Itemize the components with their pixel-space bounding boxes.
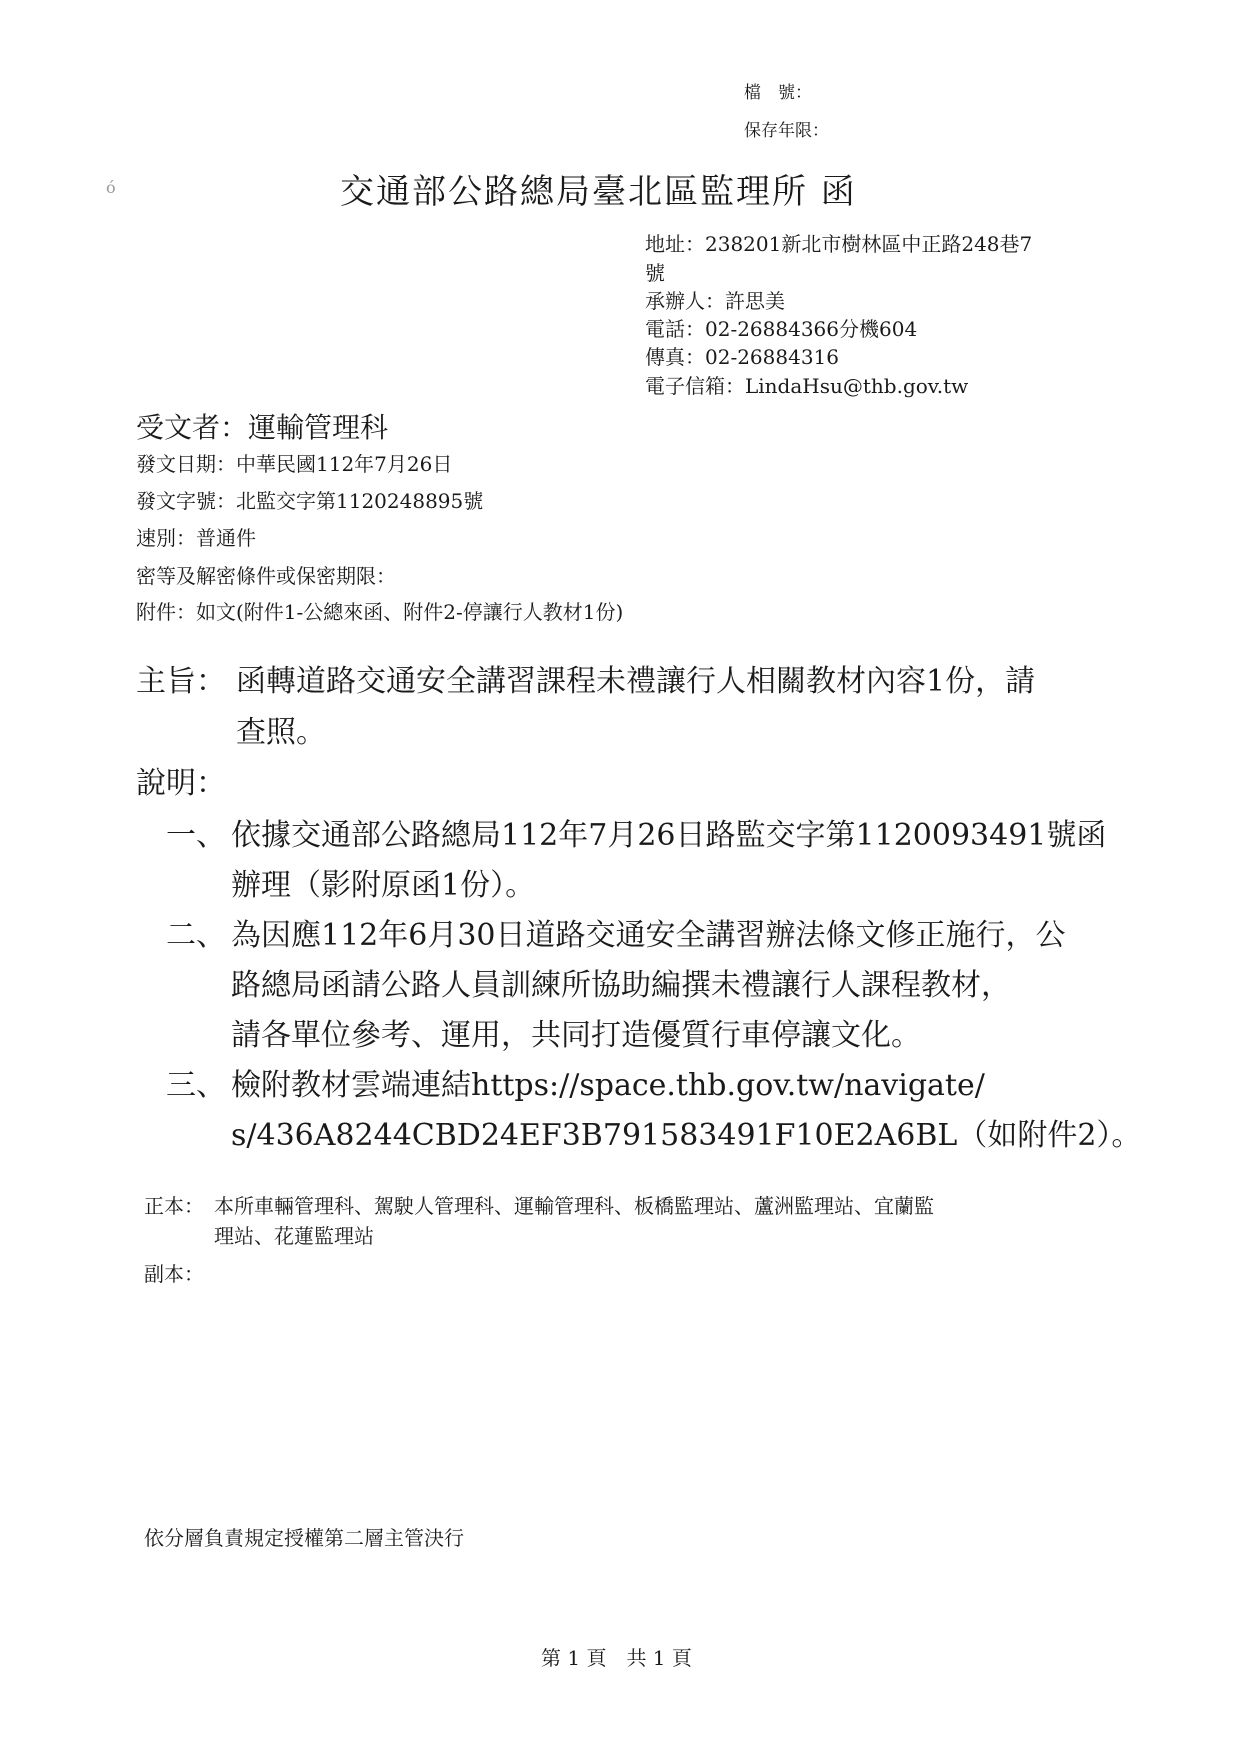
- original-recipients-line-2: 理站、花蓮監理站: [214, 1224, 374, 1248]
- secrecy-level: 密等及解密條件或保密期限：: [136, 564, 396, 588]
- explanation-item-2-line-2: 路總局函請公路人員訓練所協助編撰未禮讓行人課程教材，: [231, 968, 1011, 1003]
- retention-period-label: 保存年限：: [744, 121, 829, 141]
- recipient: 受文者：運輸管理科: [136, 411, 389, 444]
- page-number: 第 1 頁 共 1 頁: [541, 1646, 692, 1670]
- original-recipients-line-1: 本所車輛管理科、駕駛人管理科、運輸管理科、板橋監理站、蘆洲監理站、宜蘭監: [214, 1194, 934, 1218]
- sender-address-continued: 號: [645, 261, 665, 285]
- scan-mark: ó: [106, 178, 116, 197]
- subject-label: 主旨：: [136, 664, 226, 699]
- subject-line-2: 查照。: [236, 715, 326, 750]
- copy-recipients-label: 副本：: [144, 1262, 204, 1286]
- subject-line-1: 函轉道路交通安全講習課程未禮讓行人相關教材內容1份，請: [236, 664, 1036, 699]
- authorization-note: 依分層負責規定授權第二層主管決行: [144, 1526, 464, 1550]
- sender-email: 電子信箱：LindaHsu@thb.gov.tw: [645, 374, 969, 398]
- explanation-item-1-line-2: 辦理（影附原函1份）。: [231, 868, 536, 903]
- sender-phone: 電話：02-26884366分機604: [645, 317, 918, 341]
- explanation-label: 說明：: [136, 766, 226, 801]
- explanation-item-2-line-3: 請各單位參考、運用，共同打造優質行車停讓文化。: [231, 1018, 921, 1053]
- issue-date: 發文日期：中華民國112年7月26日: [136, 452, 453, 476]
- explanation-item-3-line-2: s/436A8244CBD24EF3B791583491F10E2A6BL（如附件2）。: [231, 1118, 1142, 1153]
- explanation-item-number: 二、: [166, 918, 226, 953]
- sender-handler: 承辦人：許思美: [645, 289, 785, 313]
- document-title: 交通部公路總局臺北區監理所 函: [340, 172, 857, 212]
- explanation-item-3-line-1: 檢附教材雲端連結https://space.thb.gov.tw/navigate/: [231, 1068, 985, 1103]
- delivery-speed: 速別：普通件: [136, 526, 256, 550]
- attachments: 附件：如文(附件1-公總來函、附件2-停讓行人教材1份): [136, 600, 624, 624]
- file-number-label: 檔 號：: [744, 83, 812, 103]
- sender-fax: 傳真：02-26884316: [645, 345, 840, 369]
- explanation-item-2-line-1: 為因應112年6月30日道路交通安全講習辦法條文修正施行，公: [231, 918, 1066, 953]
- original-recipients-label: 正本：: [144, 1194, 204, 1218]
- explanation-item-number: 一、: [166, 818, 226, 853]
- document-number: 發文字號：北監交字第1120248895號: [136, 489, 484, 513]
- explanation-item-number: 三、: [166, 1068, 226, 1103]
- sender-address: 地址：238201新北市樹林區中正路248巷7: [645, 232, 1033, 256]
- explanation-item-1-line-1: 依據交通部公路總局112年7月26日路監交字第1120093491號函: [231, 818, 1107, 853]
